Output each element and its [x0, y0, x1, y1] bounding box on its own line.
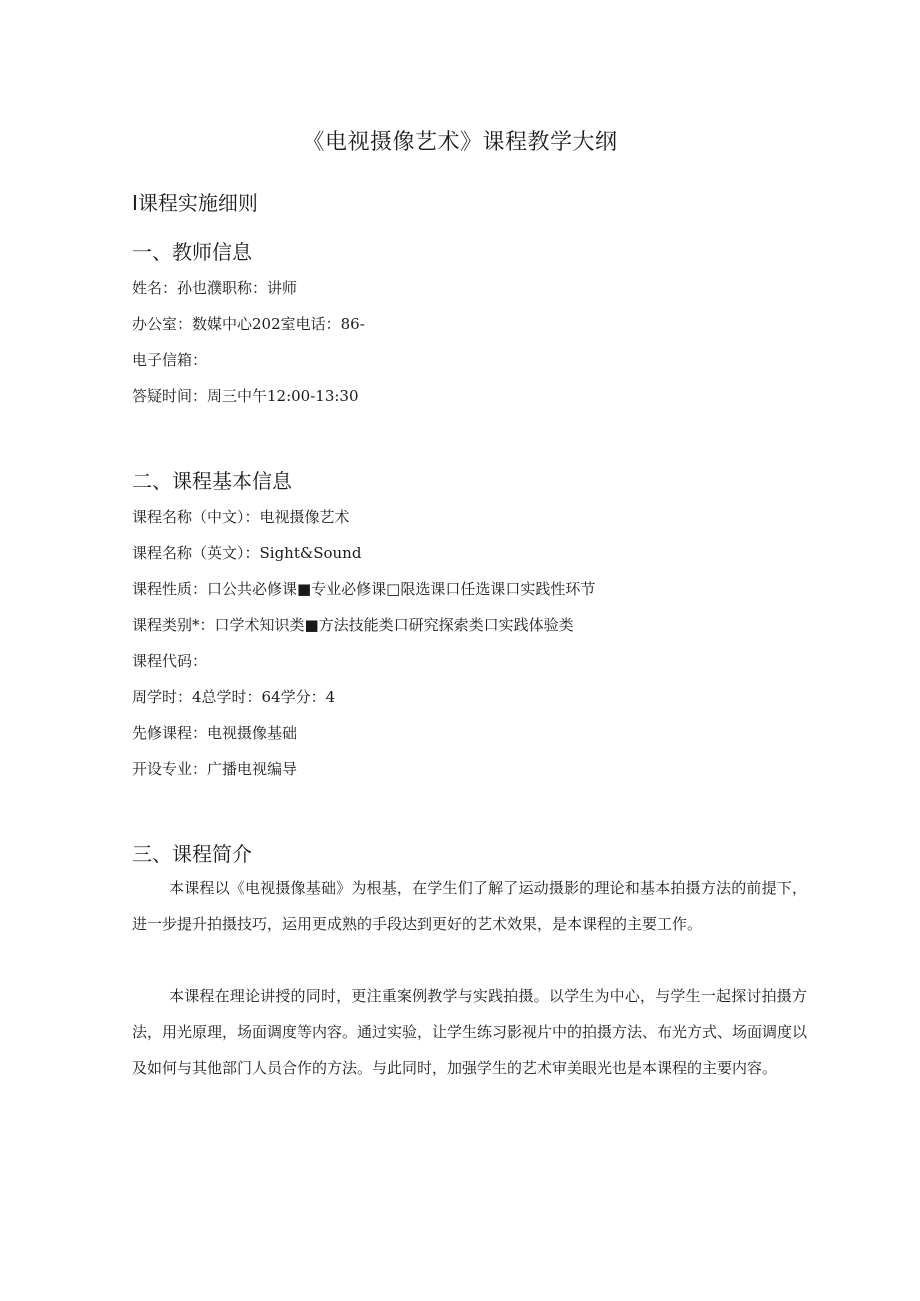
section-heading-course-info: 二、课程基本信息	[132, 469, 292, 493]
part-heading: Ⅰ课程实施细则	[132, 191, 258, 215]
teacher-email-line: 电子信箱：	[132, 351, 208, 369]
course-name-en-line: 课程名称（英文）：Sight&Sound	[132, 544, 362, 562]
teacher-name-title-line: 姓名：孙也濮职称：讲师	[132, 279, 298, 297]
course-hours-credits-line: 周学时：4总学时：64学分：4	[132, 688, 336, 706]
section-heading-course-intro: 三、课程简介	[132, 842, 252, 866]
document-title: 《电视摄像艺术》课程教学大纲	[302, 130, 618, 155]
section-heading-teacher-info: 一、教师信息	[132, 240, 252, 264]
course-nature-line: 课程性质：口公共必修课■专业必修课□限选课口任选课口实践性环节	[132, 580, 596, 598]
prerequisite-line: 先修课程：电视摄像基础	[132, 724, 298, 742]
course-name-cn-line: 课程名称（中文）：电视摄像艺术	[132, 508, 350, 526]
course-code-line: 课程代码：	[132, 652, 208, 670]
major-line: 开设专业：广播电视编导	[132, 760, 298, 778]
intro-paragraph-2: 本课程在理论讲授的同时，更注重案例教学与实践拍摄。以学生为中心，与学生一起探讨拍摄方法，用光原理，场面调度等内容。通过实验，让学生练习影视片中的拍摄方法、布光方式、场面调度以及如何与其他部门人员合作的方法。与此同时，加强学生的艺术审美眼光也是本课程的主要内容。	[132, 987, 808, 1077]
course-category-line: 课程类别*：口学术知识类■方法技能类口研究探索类口实践体验类	[132, 616, 574, 634]
intro-paragraph-1: 本课程以《电视摄像基础》为根基，在学生们了解了运动摄影的理论和基本拍摄方法的前提下，进一步提升拍摄技巧，运用更成熟的手段达到更好的艺术效果，是本课程的主要工作。	[132, 879, 807, 933]
office-hours-line: 答疑时间：周三中午12:00-13:30	[132, 387, 359, 405]
teacher-office-phone-line: 办公室：数媒中心202室电话：86-	[132, 315, 365, 333]
